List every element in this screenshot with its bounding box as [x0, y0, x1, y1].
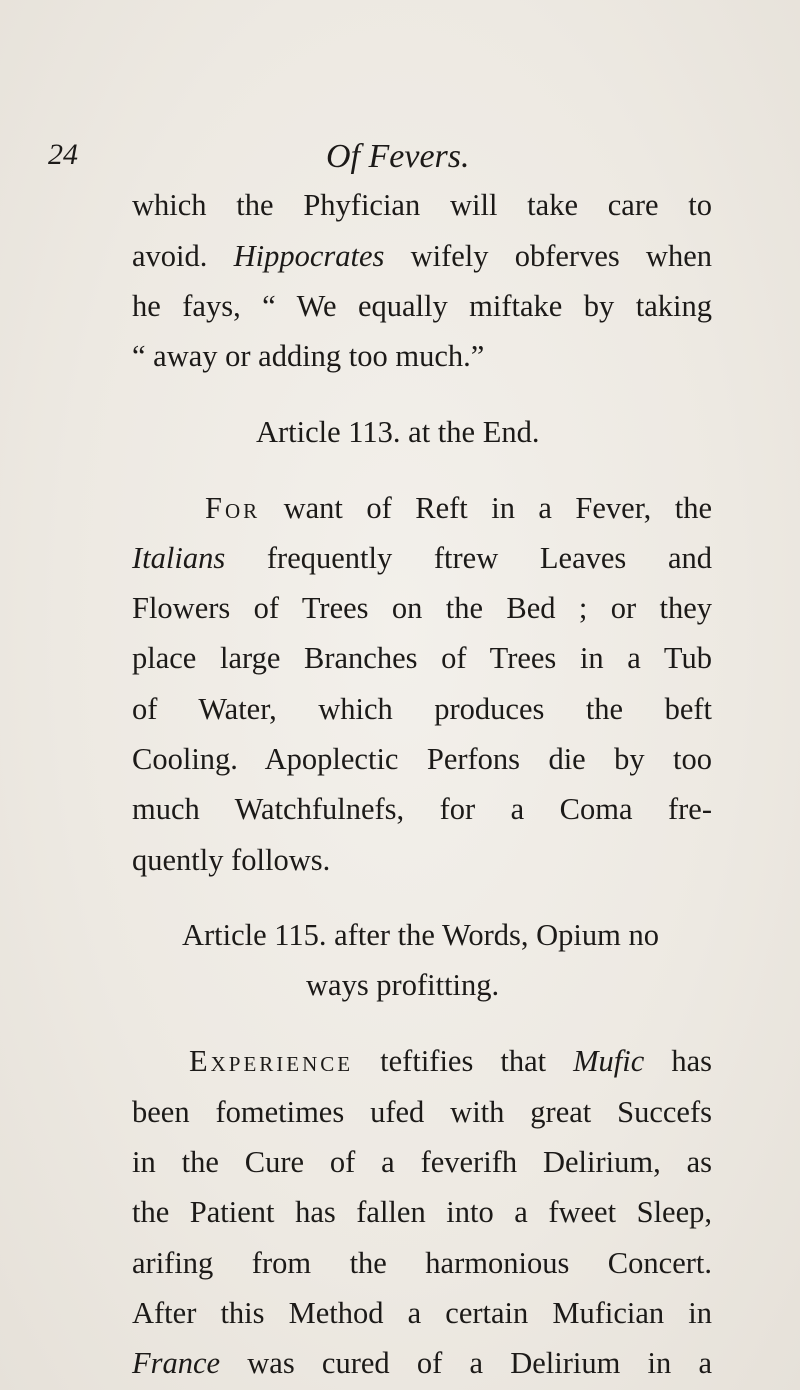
p3-line-3: in the Cure of a feverifh Delirium, as	[132, 1145, 712, 1179]
article-heading-113: Article 113. at the End.	[256, 415, 540, 449]
p3-line-2: been fometimes ufed with great Succefs	[132, 1095, 712, 1129]
p2-line-5: of Water, which produces the beft	[132, 692, 712, 726]
page-number: 24	[48, 138, 78, 171]
article-heading-115-line-1: Article 115. after the Words, Opium no	[182, 918, 659, 952]
p1-line-4: “ away or adding too much.”	[132, 339, 485, 373]
p2-line-3: Flowers of Trees on the Bed ; or they	[132, 591, 712, 625]
article-heading-115-line-2: ways profitting.	[306, 968, 500, 1002]
running-title: Of Fevers.	[326, 138, 470, 175]
italic-name: Hippocrates	[233, 239, 385, 273]
text-run: wifely obferves when	[384, 239, 712, 273]
italic-name: Italians	[132, 541, 226, 575]
p2-line-2	[132, 543, 712, 574]
p2-line-7: much Watchfulnefs, for a Coma fre-	[132, 792, 712, 826]
text-run: avoid.	[132, 239, 234, 273]
p2-line-8: quently follows.	[132, 843, 331, 877]
p3-line-7	[132, 1348, 712, 1379]
drop-word: Experience	[189, 1044, 354, 1078]
p2-line-6: Cooling. Apoplectic Perfons die by too	[132, 742, 712, 776]
p3-line-1	[189, 1046, 712, 1077]
p3-line-6: After this Method a certain Mufician in	[132, 1296, 712, 1330]
text-run: was cured of a Delirium in a	[220, 1346, 712, 1380]
text-run: frequently ftrew Leaves and	[225, 541, 712, 575]
p2-line-1	[205, 493, 712, 524]
drop-word: For	[205, 491, 261, 525]
italic-word: Mufic	[573, 1044, 645, 1078]
p3-line-5: arifing from the harmonious Concert.	[132, 1246, 712, 1280]
text-run: teftifies that	[353, 1044, 574, 1078]
p1-line-1: which the Phyfician will take care to	[132, 188, 712, 222]
p1-line-2	[132, 241, 712, 272]
page-header	[0, 138, 800, 184]
italic-name: France	[132, 1346, 221, 1380]
p1-line-3: he fays, “ We equally miftake by taking	[132, 289, 712, 323]
p3-line-4: the Patient has fallen into a fweet Sleep,	[132, 1195, 712, 1229]
p2-line-4: place large Branches of Trees in a Tub	[132, 641, 712, 675]
text-run: want of Reft in a Fever, the	[260, 491, 712, 525]
text-run: has	[644, 1044, 712, 1078]
